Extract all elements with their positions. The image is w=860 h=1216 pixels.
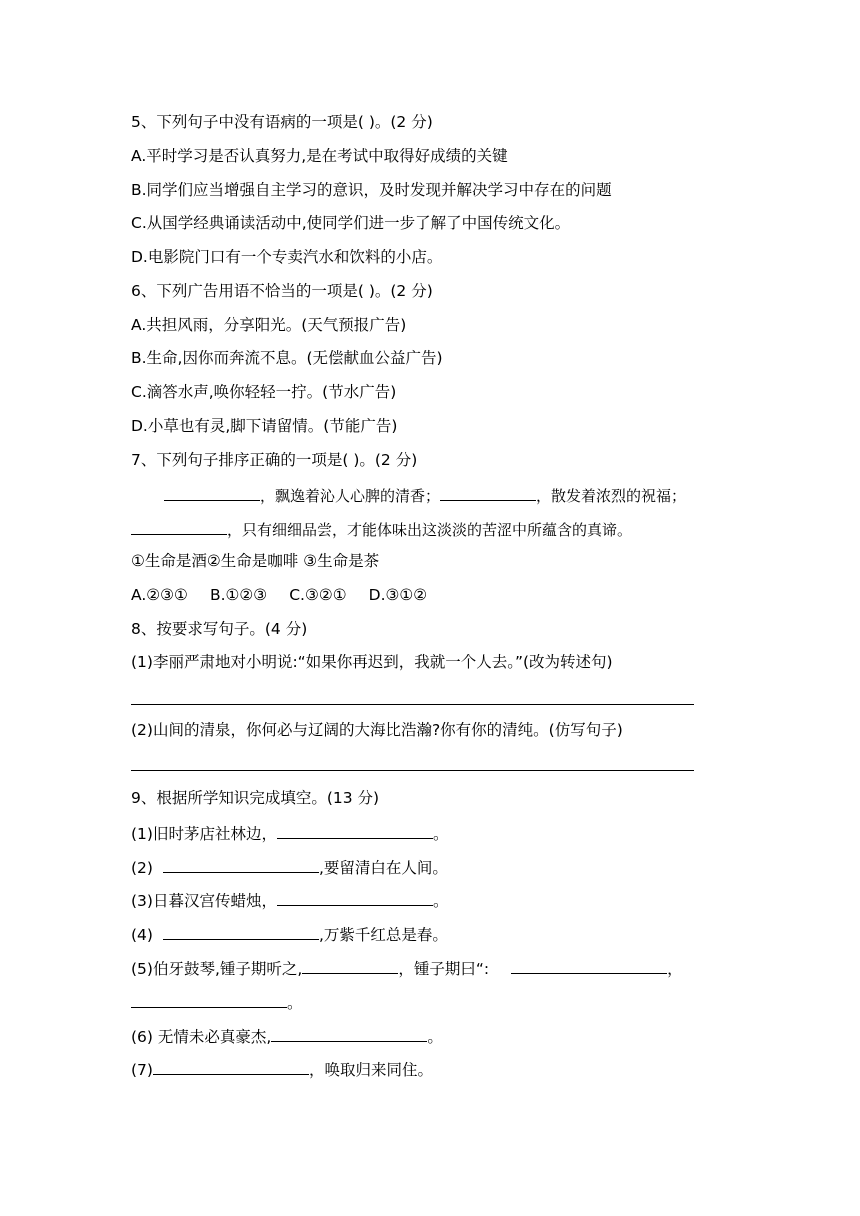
answer-blank[interactable] — [440, 484, 536, 501]
q7-option-a: A.②③① — [131, 586, 188, 604]
q6-stem: 6、下列广告用语不恰当的一项是( )。(2 分) — [131, 282, 433, 300]
q9-fill-6: (6) 无情未必真豪杰, 。 — [131, 1025, 443, 1047]
answer-blank[interactable] — [153, 1058, 309, 1075]
q7-option-c: C.③②① — [289, 586, 347, 604]
q5-option-b: B.同学们应当增强自主学习的意识，及时发现并解决学习中存在的问题 — [131, 181, 612, 199]
answer-blank[interactable] — [164, 484, 260, 501]
answer-blank[interactable] — [511, 957, 667, 974]
q7-passage-line1: ，飘逸着沁人心脾的清香； ，散发着浓烈的祝福； — [164, 484, 686, 506]
q8-stem: 8、按要求写句子。(4 分) — [131, 620, 308, 638]
q5-stem: 5、下列句子中没有语病的一项是( )。(2 分) — [131, 113, 433, 131]
q9-fill-1: (1)旧时茅店社林边， 。 — [131, 822, 448, 844]
q5-option-a: A.平时学习是否认真努力,是在考试中取得好成绩的关键 — [131, 147, 508, 165]
q6-option-c: C.滴答水声,唤你轻轻一拧。(节水广告) — [131, 383, 397, 401]
q6-option-b: B.生命,因你而奔流不息。(无偿献血公益广告) — [131, 349, 443, 367]
q6-option-a: A.共担风雨，分享阳光。(天气预报广告) — [131, 316, 407, 334]
answer-blank[interactable] — [277, 889, 433, 906]
q9-fill-3: (3)日暮汉宫传蜡烛， 。 — [131, 889, 448, 911]
q8-answer-line-1[interactable] — [131, 704, 694, 705]
q7-option-d: D.③①② — [368, 586, 428, 604]
q7-option-b: B.①②③ — [209, 586, 268, 604]
answer-blank[interactable] — [277, 822, 433, 839]
answer-blank[interactable] — [271, 1025, 427, 1042]
q6-option-d: D.小草也有灵,脚下请留情。(节能广告) — [131, 417, 398, 435]
answer-blank[interactable] — [163, 923, 319, 940]
answer-blank[interactable] — [302, 957, 398, 974]
q8-sentence-2: (2)山间的清泉，你何必与辽阔的大海比浩瀚?你有你的清纯。(仿写句子) — [131, 721, 623, 739]
q7-passage-line2: ，只有细细品尝，才能体味出这淡淡的苦涩中所蕴含的真谛。 — [131, 518, 632, 540]
q9-fill-4: (4) ,万紫千红总是春。 — [131, 923, 448, 945]
q9-fill-2: (2) ,要留清白在人间。 — [131, 856, 448, 878]
q5-option-c: C.从国学经典诵读活动中,使同学们进一步了解了中国传统文化。 — [131, 214, 571, 232]
q8-answer-line-2[interactable] — [131, 770, 694, 771]
q8-sentence-1: (1)李丽严肃地对小明说:“如果你再迟到，我就一个人去。”(改为转述句) — [131, 653, 613, 671]
q7-stem: 7、下列句子排序正确的一项是( )。(2 分) — [131, 451, 418, 469]
q7-items: ①生命是酒②生命是咖啡 ③生命是茶 — [131, 552, 380, 570]
q9-fill-5: (5)伯牙鼓琴,锺子期听之, ，锺子期曰“: ， — [131, 957, 683, 979]
answer-blank[interactable] — [163, 856, 319, 873]
q5-option-d: D.电影院门口有一个专卖汽水和饮料的小店。 — [131, 248, 443, 266]
answer-blank[interactable] — [131, 991, 287, 1008]
q9-fill-5-cont: 。 — [131, 991, 303, 1013]
answer-blank[interactable] — [131, 518, 227, 535]
q7-options — [131, 585, 427, 605]
q9-stem: 9、根据所学知识完成填空。(13 分) — [131, 789, 380, 807]
q9-fill-7: (7) ，唤取归来同住。 — [131, 1058, 433, 1080]
